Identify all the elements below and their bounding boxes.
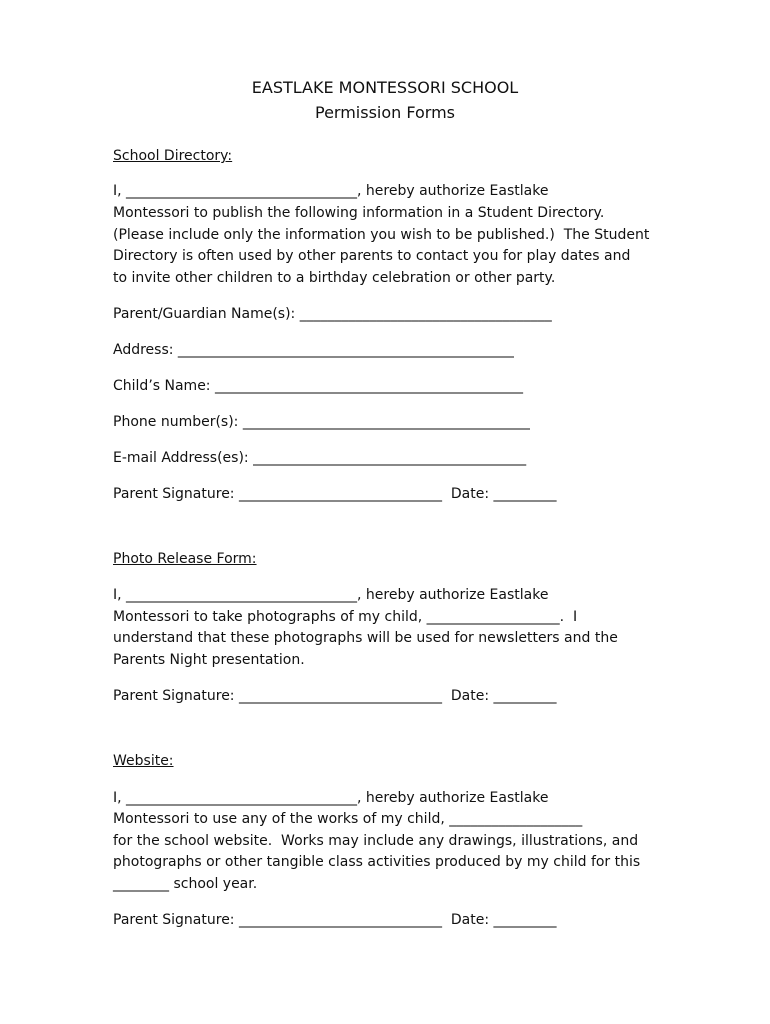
website-paragraph-line: Montessori to use any of the works of my child, ___________________	[113, 811, 583, 827]
website-paragraph-line: for the school website. Works may include any drawings, illustrations, and	[113, 833, 639, 849]
photo-release-paragraph-line: Montessori to take photographs of my child, ___________________. I	[113, 609, 578, 625]
photo-release-paragraph-line: Parents Night presentation.	[113, 652, 305, 668]
directory-paragraph-line: to invite other children to a birthday celebration or other party.	[113, 270, 556, 286]
directory-paragraph-line: (Please include only the information you wish to be published.) The Student	[113, 227, 650, 243]
website-paragraph-line: ________ school year.	[113, 876, 258, 892]
school-name-title: EASTLAKE MONTESSORI SCHOOL	[251, 78, 519, 97]
directory-paragraph-line: Montessori to publish the following information in a Student Directory.	[113, 205, 605, 221]
photo-release-signature-date-field: Parent Signature: _____________________________ Date: _________	[113, 688, 557, 704]
photo-release-paragraph-line: I, _________________________________, hereby authorize Eastlake	[113, 587, 549, 603]
phone-number-field: Phone number(s): _________________________________________	[113, 414, 530, 430]
website-paragraph-line: photographs or other tangible class activities produced by my child for this	[113, 854, 641, 870]
photo-release-paragraph-line: understand that these photographs will be used for newsletters and the	[113, 630, 618, 646]
website-signature-date-field: Parent Signature: _____________________________ Date: _________	[113, 912, 557, 928]
school-directory-heading: School Directory:	[113, 148, 233, 164]
parent-guardian-name-field: Parent/Guardian Name(s): ____________________________________	[113, 306, 552, 322]
email-address-field: E-mail Address(es): _______________________________________	[113, 450, 527, 466]
website-heading: Website:	[113, 753, 174, 769]
address-field: Address: ________________________________________________	[113, 342, 514, 358]
page-subtitle: Permission Forms	[314, 103, 456, 122]
photo-release-heading: Photo Release Form:	[113, 551, 257, 567]
directory-paragraph-line: I, _________________________________, hereby authorize Eastlake	[113, 183, 549, 199]
childs-name-field: Child’s Name: ____________________________________________	[113, 378, 523, 394]
directory-paragraph-line: Directory is often used by other parents to contact you for play dates and	[113, 248, 631, 264]
directory-signature-date-field: Parent Signature: _____________________________ Date: _________	[113, 486, 557, 502]
website-paragraph-line: I, _________________________________, hereby authorize Eastlake	[113, 790, 549, 806]
